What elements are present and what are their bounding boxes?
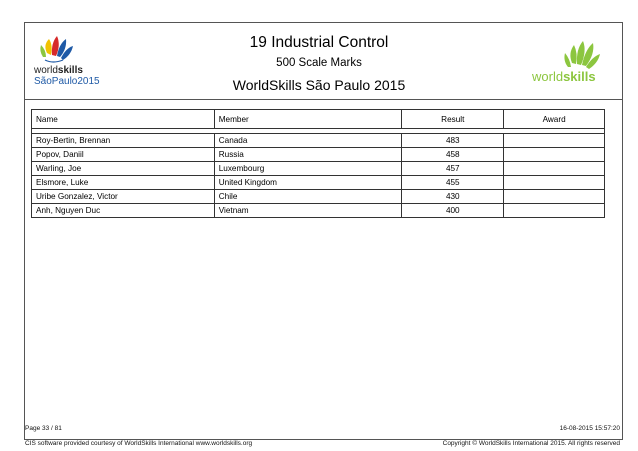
cell-name: Warling, Joe <box>32 162 215 176</box>
cell-member: United Kingdom <box>214 176 402 190</box>
table-row <box>32 204 605 218</box>
logo-line1: worldskills <box>34 65 83 76</box>
cell-result: 455 <box>402 176 504 190</box>
cell-result: 400 <box>402 204 504 218</box>
page-number: Page 33 / 81 <box>25 425 62 432</box>
results-table <box>31 109 605 218</box>
cell-result: 483 <box>402 134 504 148</box>
table-row <box>32 176 605 190</box>
page-subtitle: 500 Scale Marks <box>276 57 362 69</box>
cell-result: 430 <box>402 190 504 204</box>
cell-name: Roy-Bertin, Brennan <box>32 134 215 148</box>
cell-award <box>504 134 605 148</box>
cell-name: Anh, Nguyen Duc <box>32 204 215 218</box>
worldskills-logo <box>528 33 614 87</box>
cell-award <box>504 204 605 218</box>
cell-award <box>504 176 605 190</box>
print-timestamp: 16-08-2015 15:57:20 <box>559 425 620 432</box>
cell-member: Chile <box>214 190 402 204</box>
cell-result: 457 <box>402 162 504 176</box>
software-credit: CIS software provided courtesy of WorldSkills International www.worldskills.org <box>25 440 253 447</box>
table-row <box>32 162 605 176</box>
cell-award <box>504 162 605 176</box>
logo-line2: SãoPaulo2015 <box>34 76 100 87</box>
cell-award <box>504 148 605 162</box>
logo-wordmark: worldskills <box>532 69 596 84</box>
cell-result: 458 <box>402 148 504 162</box>
green-hand-icon <box>564 41 600 69</box>
cell-member: Russia <box>214 148 402 162</box>
column-header-result: Result <box>402 110 504 129</box>
cell-name: Uribe Gonzalez, Victor <box>32 190 215 204</box>
table-row <box>32 190 605 204</box>
column-header-name: Name <box>32 110 215 129</box>
table-header-row <box>32 110 605 129</box>
cell-name: Popov, Daniil <box>32 148 215 162</box>
header-divider <box>24 99 622 100</box>
column-header-member: Member <box>214 110 402 129</box>
table-row <box>32 134 605 148</box>
event-name: WorldSkills São Paulo 2015 <box>232 77 406 93</box>
copyright-notice: Copyright © WorldSkills International 2015. All rights reserved <box>442 440 620 447</box>
cell-award <box>504 190 605 204</box>
page-title: 19 Industrial Control <box>249 34 389 51</box>
cell-member: Canada <box>214 134 402 148</box>
cell-name: Elsmore, Luke <box>32 176 215 190</box>
cell-member: Vietnam <box>214 204 402 218</box>
column-header-award: Award <box>504 110 605 129</box>
cell-member: Luxembourg <box>214 162 402 176</box>
table-row <box>32 148 605 162</box>
